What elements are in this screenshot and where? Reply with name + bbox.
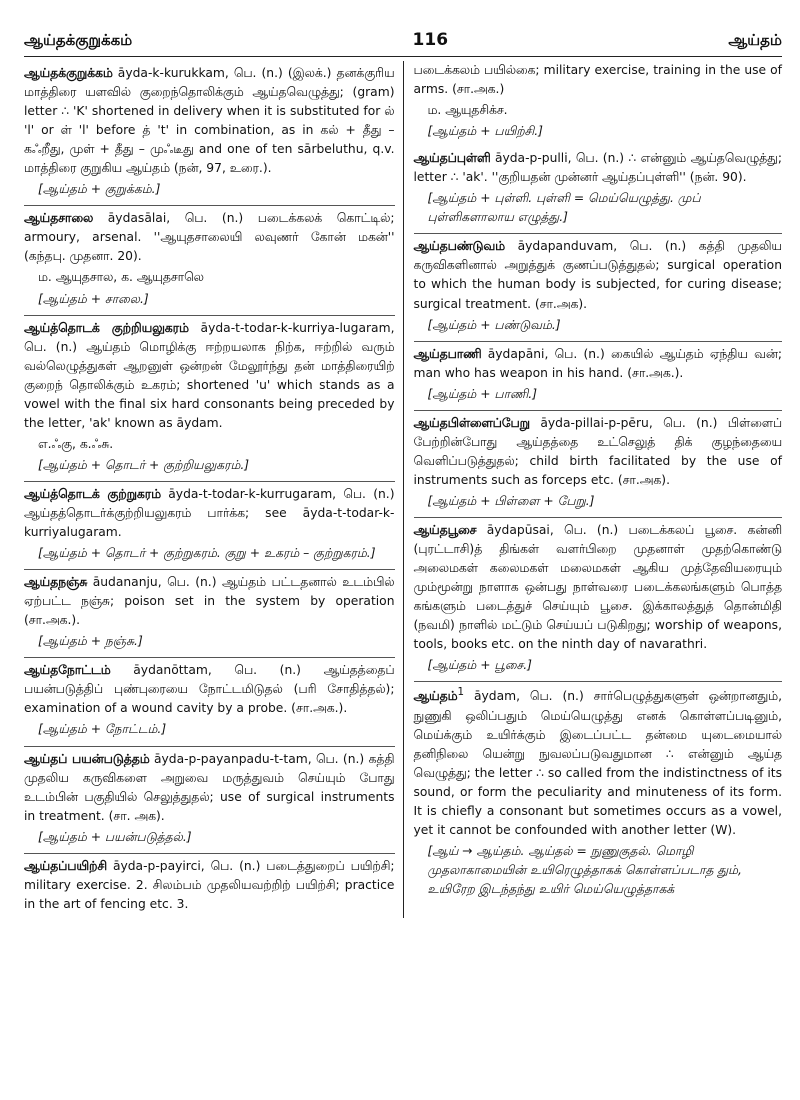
right-entries [414,146,783,905]
entry-text [414,414,783,490]
entry-definition: āyda-p-payanpadu-t-tam, பெ. (n.) கத்தி முதலிய கருவிகளை அறுவை மருத்துவம் செய்யும் போது உடம்பின் பகுதியில் செலுத்துதல்; use of surgical instruments in treatment. (சா. அக). [24,751,395,823]
headword-superscript: 1 [457,686,465,699]
entry-headword: ஆய்தப் பயன்படுத்தம் [24,751,150,766]
page-number: 116 [412,30,449,50]
entry-text [414,345,783,383]
entry-definition: āudananju, பெ. (n.) ஆய்தம் பட்டதனால் உடம்பில் ஏற்பட்ட நஞ்சு; poison set in the system by operation (சா.அக.). [24,575,395,628]
entry-headword: ஆய்த்தொடக் குற்றுகரம் [24,486,161,501]
entry-text [24,750,395,826]
entry-etymology: [ஆய்தம் + தொடர் + குற்றுகரம். குறு + உகரம் – குற்றுகரம்.] [38,546,376,561]
entry-headword: ஆய்த்தொடக் குற்றியலுகரம் [24,320,189,335]
dictionary-entry [24,482,395,570]
entry-definition: āydapūsai, பெ. (n.) படைக்கலப் பூசை. கன்னி (புரட்டாசி)த் திங்கள் வளர்பிறை முதனாள் முதற்கொண்டு அலைமகள் கலைமகள் மலைமகள் ஆகிய முத்தேவியரையும் மும்மூன்று நாளாக ஒன்பது நாள்வரை படைக்கலங்களும் பொத்த கங்களும் படைத்துச் செய்யும் பூசை. இக்காலத்துத் தொன்மிதி (நவமி) நாளில் மட்டும் செய்யப் படுகிறது; worship of weapons, tools, books etc. on the ninth day of navarathri. [413,522,782,652]
entry-text [24,209,395,266]
dictionary-entry [24,316,395,482]
entry-cognate-note: ம. ஆயுதசால, க. ஆயுதசாலெ [38,270,204,285]
entry-etymology: [ஆய்தம் + தொடர் + குற்றியலுகரம்.] [38,457,250,472]
entry-headword: ஆய்தப்பயிற்சி [24,858,108,873]
entry-definition: āyda-pillai-p-pēru, பெ. (n.) பிள்ளைப் பேற்றின்போது ஆய்தத்தை உட்செலுத் திக் குழந்தையை வெளிப்படுத்துதல்; child birth facilitated by the use of instruments such as forceps etc. (சா.அக). [413,415,782,487]
entry-text [24,857,395,914]
entry-definition: āyda-t-todar-k-kurriya-lugaram, பெ. (n.) ஆய்தம் மொழிக்கு ஈற்றயலாக நிற்க, ஈற்றில் வரும் வல்லெழுத்துகள் ஆறனுள் ஒன்றன் மேலூர்ந்து தன் மாத்திரையிற் குறைந் தொலிக்கும் உகரம்; shortened 'u' which stands as a vowel with the final six hard consonants being preceded by the letter, 'ak' known as āydam. [24,320,395,430]
entry-text [414,685,783,839]
entry-definition: āyda-t-todar-k-kurrugaram, பெ. (n.) ஆய்தத்தொடர்க்குற்றியலுகரம் பார்க்க; see āyda-t-todar-k-kurriyalugaram. [24,486,395,540]
entry-headword: ஆய்தபூசை [413,522,477,537]
page-header [24,30,782,57]
right-column [404,61,783,918]
entry-definition: āyda-p-payirci, பெ. (n.) படைத்துறைப் பயிற்சி; military exercise. 2. சிலம்பம் முதலியவற்றிற் பயிற்சி; practice in the art of fencing etc. 3. [24,858,395,911]
entry-etymology: [ஆய்தம் + பயன்படுத்தல்.] [38,829,192,844]
entry-text [414,521,783,654]
entry-headword: ஆய்தபாணி [413,346,482,361]
entry-etymology: [ஆய்தம் + பண்டுவம்.] [427,317,561,332]
continued-etymology: [ஆய்தம் + பயிற்சி.] [427,124,543,139]
dictionary-entry [414,342,783,411]
entry-etymology: [ஆய் → ஆய்தம். ஆய்தல் = நுணுகுதல். மொழி முதலாகாமையின் உயிரெழுத்தாகக் கொள்ளப்படாத தும், உயிரேற இடந்தந்து உயிர் மெய்யெழுத்தாகக் [427,843,742,896]
entry-definition: āydanōttam, பெ. (n.) ஆய்தத்தைப் பயன்படுத்திப் புண்புரையை நோட்டமிடுதல் (பரி சோதித்தல்); examination of a wound cavity by a probe. (சா.அக.). [24,663,395,716]
entry-text [24,319,395,433]
entry-etymology: [ஆய்தம் + சாலை.] [38,291,149,306]
entry-etymology: [ஆய்தம் + பிள்ளை + பேறு.] [427,493,595,508]
dictionary-entry [24,570,395,658]
entry-headword: ஆய்தபிள்ளைப்பேறு [413,415,530,430]
entry-headword: ஆய்தம் [413,689,458,704]
entry-text [24,573,395,630]
entry-headword: ஆய்தநோட்டம் [24,663,111,678]
dictionary-entry [414,682,783,905]
dictionary-entry [414,411,783,518]
entry-etymology: [ஆய்தம் + பூசை.] [427,658,532,673]
header-left-guide-word: ஆய்தக்குறுக்கம் [24,31,133,49]
dictionary-entry [24,747,395,854]
entry-definition: āydapāni, பெ. (n.) கையில் ஆய்தம் ஏந்திய வன்; man who has weapon in his hand. (சா.அக.). [413,346,782,380]
entry-headword: ஆய்தக்குறுக்கம் [24,66,113,80]
entry-definition: āydasālai, பெ. (n.) படைக்கலக் கொட்டில்; armoury, arsenal. ''ஆயுதசாலையி லவுணர் கோன் மகன்'' (கந்தபு. முதனா. 20). [24,211,395,264]
entry-headword: ஆய்தபண்டுவம் [413,239,506,254]
dictionary-entry [24,658,395,746]
dictionary-entry [414,518,783,682]
entry-definition: āydapanduvam, பெ. (n.) கத்தி முதலிய கருவிகளினால் அறுத்துக் குணப்படுத்துதல்; surgical operation to which the human body is subjected, for curing disease; surgical treatment. (சா.அக). [413,239,782,311]
entry-text [414,237,783,313]
dictionary-entry [24,206,395,315]
dictionary-entry [414,146,783,234]
entry-text [24,661,395,718]
two-column-body [24,61,782,918]
continued-definition: படைக்கலம் பயில்கை; military exercise, training in the use of arms. (சா.அக.) [413,63,782,97]
dictionary-entry [24,854,395,918]
entry-etymology: [ஆய்தம் + நஞ்சு.] [38,634,143,649]
dictionary-entry [24,61,395,206]
continued-entry [414,61,783,146]
entry-text [414,149,783,187]
entry-definition: āyda-p-pulli, பெ. (n.) ∴ என்னும் ஆய்தவெழுத்து; letter ∴ 'ak'. ''குறியதன் முன்னர் ஆய்தப்புள்ளி'' (நன். 90). [413,151,782,185]
entry-headword: ஆய்தப்புள்ளி [413,151,491,166]
entry-text [24,485,395,542]
entry-etymology: [ஆய்தம் + குறுக்கம்.] [38,182,161,197]
entry-etymology: [ஆய்தம் + பாணி.] [427,386,537,401]
left-column [24,61,403,918]
entry-etymology: [ஆய்தம் + புள்ளி. புள்ளி = மெய்யெழுத்து. முப் புள்ளிகளாலாய எழுத்து.] [427,191,701,225]
header-right-guide-word: ஆய்தம் [728,31,782,49]
entry-definition: āydam, பெ. (n.) சார்பெழுத்துகளுள் ஒன்றானதும், நுணுகி ஒலிப்பதும் மெய்யெழுத்து எனக் கொள்ளப்படினும், மெய்க்கும் உயிர்க்கும் இடைப்பட்ட தன்மை யுடைமையால் தனிநிலை யென்று நுவலப்படுவதுமான ∴ என்னும் ஆய்த வெழுத்து; the letter ∴ so called from the indistinctness of its sound, or form the peculiarity and minuteness of its form. It is chiefly a consonant but sometimes occurs as a vowel, yet it cannot be confounded with another letter (W). [413,689,782,837]
entry-headword: ஆய்தநஞ்சு [24,575,88,590]
entry-headword: ஆய்தசாலை [24,211,94,226]
entry-text [24,64,395,178]
continued-cognate-note: ம. ஆயுதசிக்ச. [427,103,508,118]
entry-cognate-note: எ.ஃகு, க.ஃசு. [38,436,114,451]
dictionary-entry [414,234,783,341]
entry-definition: āyda-k-kurukkam, பெ. (n.) (இலக்.) தனக்குரிய மாத்திரை யளவில் குறைந்தொலிக்கும் ஆய்தவெழுத்து; (gram) letter ∴ 'K' shortened in delivery when it is substituted for ல் 'l' or ள் 'l' before த் 't' in combination, as in கல் + தீது – கஃறீது, முள் + தீது – முஃடீது and one of ten sārbeluthu, q.v. மாத்திரை குறுகிய ஆய்தம் (நன், 97, உரை.). [24,66,395,176]
entry-etymology: [ஆய்தம் + நோட்டம்.] [38,722,167,737]
